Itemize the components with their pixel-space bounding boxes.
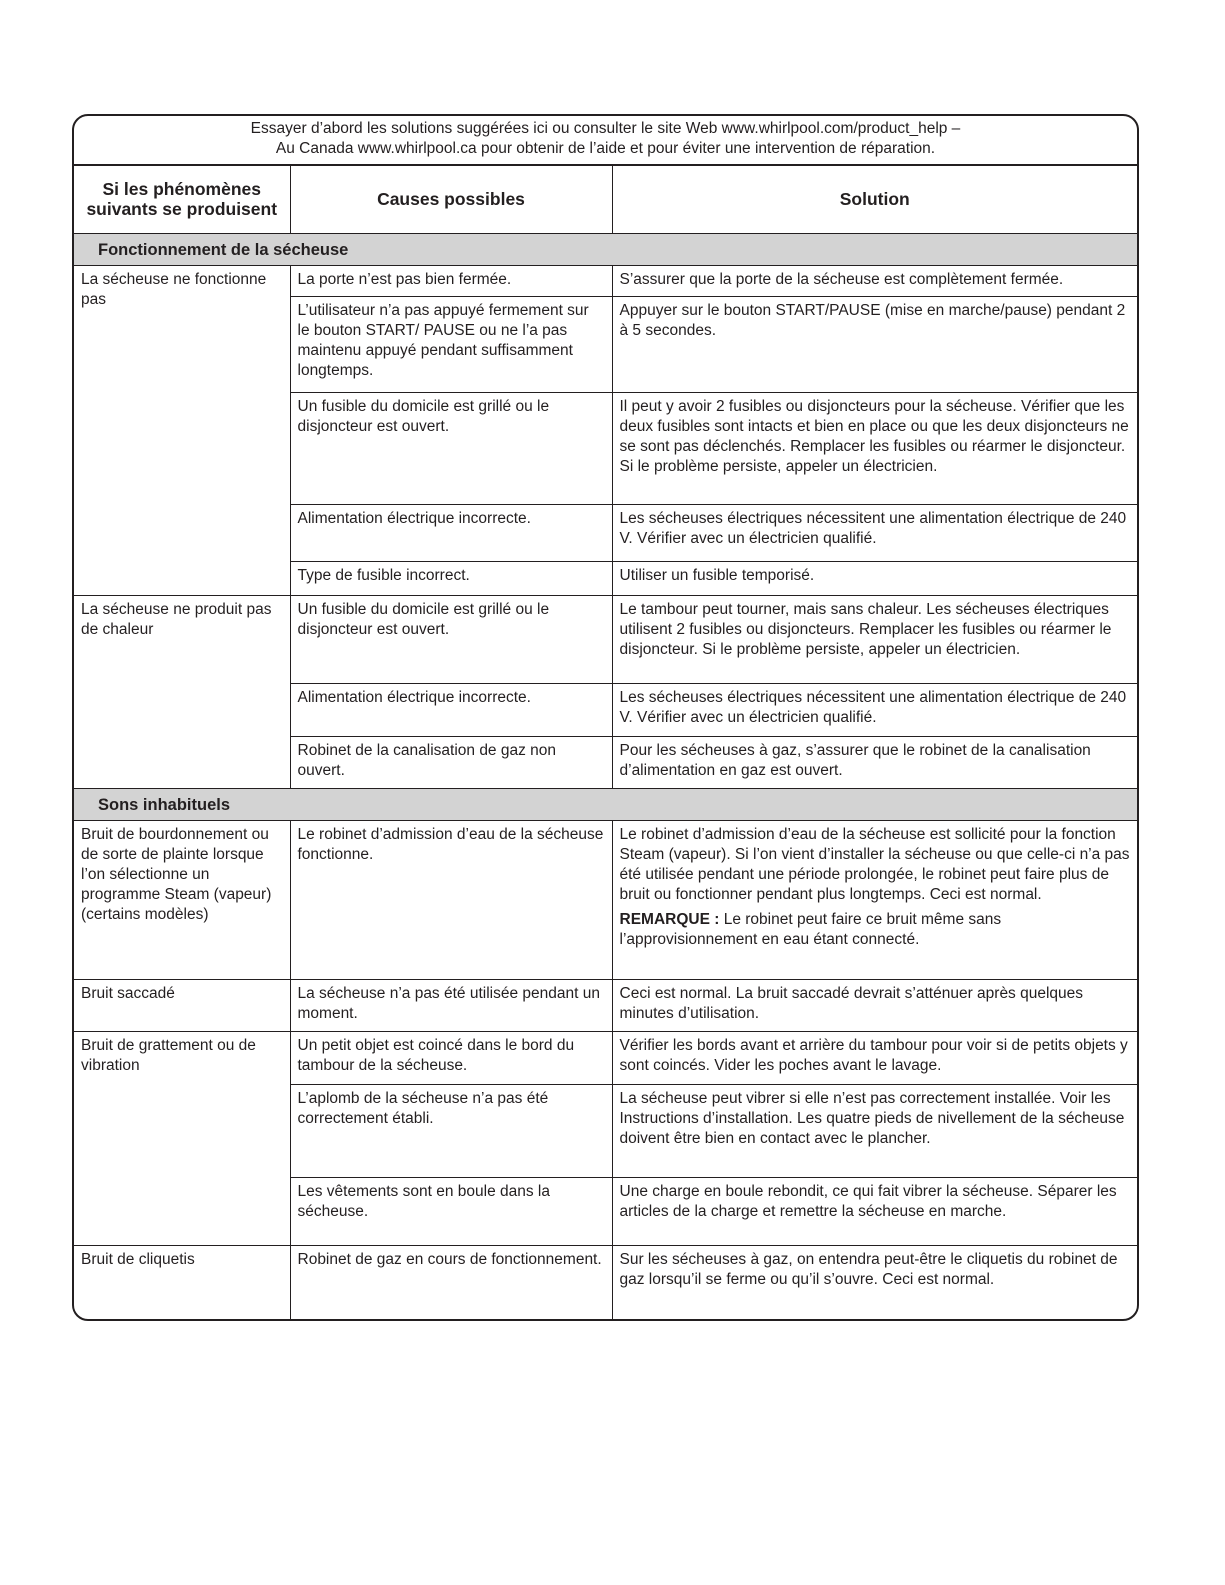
- header-problem: Si les phénomènes suivants se produisent: [74, 166, 290, 233]
- problem-cell: Bruit de cliquetis: [74, 1245, 290, 1321]
- cause-cell: L’aplomb de la sécheuse n’a pas été correctement établi.: [290, 1084, 612, 1177]
- troubleshooting-frame: [72, 114, 1139, 1321]
- solution-text: Le robinet d’admission d’eau de la sécheuse est sollicité pour la fonction Steam (vapeur). Si l’on vient d’installer la sécheuse ou que celle-ci n’a pas été utilisée pendant une période prolongée, le robinet peut faire plus de bruit ou fonctionner pendant plus longtemps. Ceci est normal.: [619, 825, 1130, 903]
- section-row: [74, 788, 1137, 820]
- table-row: [74, 595, 1137, 683]
- solution-cell: Sur les sécheuses à gaz, on entendra peut-être le cliquetis du robinet de gaz lorsqu’il se ferme ou qu’il s’ouvre. Ceci est normal.: [612, 1245, 1137, 1321]
- intro-line-1: Essayer d’abord les solutions suggérées ici ou consulter le site Web www.whirlpool.com/product_help –: [250, 120, 961, 137]
- solution-cell: Pour les sécheuses à gaz, s’assurer que le robinet de la canalisation d’alimentation en gaz est ouvert.: [612, 736, 1137, 788]
- intro-banner: [74, 116, 1137, 166]
- problem-cell: La sécheuse ne fonctionne pas: [74, 265, 290, 595]
- cause-cell: Le robinet d’admission d’eau de la sécheuse fonctionne.: [290, 820, 612, 979]
- cause-cell: La sécheuse n’a pas été utilisée pendant un moment.: [290, 979, 612, 1031]
- solution-cell: Vérifier les bords avant et arrière du tambour pour voir si de petits objets y sont coincés. Vider les poches avant le lavage.: [612, 1031, 1137, 1084]
- solution-note: [620, 910, 1131, 950]
- note-text: Le robinet peut faire ce bruit même sans l’approvisionnement en eau étant connecté.: [619, 910, 1002, 948]
- solution-cell: Il peut y avoir 2 fusibles ou disjoncteurs pour la sécheuse. Vérifier que les deux fusibles sont intacts et bien en place ou que les deux disjoncteurs ne se sont pas déclenchés. Remplacer les fusibles ou réarmer le disjoncteur. Si le problème persiste, appeler un électricien.: [612, 392, 1137, 504]
- table-row: [74, 265, 1137, 296]
- header-row: [74, 166, 1137, 233]
- cause-cell: Les vêtements sont en boule dans la sécheuse.: [290, 1177, 612, 1245]
- section-title: Sons inhabituels: [74, 788, 1137, 820]
- table-row: [74, 820, 1137, 979]
- problem-cell: Bruit saccadé: [74, 979, 290, 1031]
- cause-cell: Robinet de gaz en cours de fonctionnement.: [290, 1245, 612, 1321]
- cause-cell: Robinet de la canalisation de gaz non ouvert.: [290, 736, 612, 788]
- table-row: [74, 1031, 1137, 1084]
- solution-cell: Les sécheuses électriques nécessitent une alimentation électrique de 240 V. Vérifier avec un électricien qualifié.: [612, 683, 1137, 736]
- troubleshooting-table: [74, 166, 1137, 1321]
- cause-cell: Un petit objet est coincé dans le bord du tambour de la sécheuse.: [290, 1031, 612, 1084]
- solution-cell: Utiliser un fusible temporisé.: [612, 561, 1137, 595]
- solution-cell: Une charge en boule rebondit, ce qui fait vibrer la sécheuse. Séparer les articles de la charge et remettre la sécheuse en marche.: [612, 1177, 1137, 1245]
- solution-cell: Appuyer sur le bouton START/PAUSE (mise en marche/pause) pendant 2 à 5 secondes.: [612, 296, 1137, 392]
- cause-cell: Un fusible du domicile est grillé ou le disjoncteur est ouvert.: [290, 595, 612, 683]
- solution-cell: S’assurer que la porte de la sécheuse est complètement fermée.: [612, 265, 1137, 296]
- note-label: REMARQUE :: [619, 910, 720, 928]
- header-solution: Solution: [612, 166, 1137, 233]
- table-row: [74, 1245, 1137, 1321]
- cause-cell: L’utilisateur n’a pas appuyé fermement sur le bouton START/ PAUSE ou ne l’a pas maintenu appuyé pendant suffisamment longtemps.: [290, 296, 612, 392]
- solution-cell: Le tambour peut tourner, mais sans chaleur. Les sécheuses électriques utilisent 2 fusibles ou disjoncteurs. Remplacer les fusibles ou réarmer le disjoncteur. Si le problème persiste, appeler un électricien.: [612, 595, 1137, 683]
- intro-line-2: Au Canada www.whirlpool.ca pour obtenir de l’aide et pour éviter une intervention de réparation.: [275, 140, 936, 157]
- cause-cell: Type de fusible incorrect.: [290, 561, 612, 595]
- solution-cell: Ceci est normal. La bruit saccadé devrait s’atténuer après quelques minutes d’utilisation.: [612, 979, 1137, 1031]
- cause-cell: La porte n’est pas bien fermée.: [290, 265, 612, 296]
- solution-cell: Les sécheuses électriques nécessitent une alimentation électrique de 240 V. Vérifier avec un électricien qualifié.: [612, 504, 1137, 561]
- table-row: [74, 979, 1137, 1031]
- section-title: Fonctionnement de la sécheuse: [74, 233, 1137, 265]
- solution-cell: [612, 820, 1137, 979]
- problem-cell: Bruit de bourdonnement ou de sorte de plainte lorsque l’on sélectionne un programme Steam (vapeur) (certains modèles): [74, 820, 290, 979]
- header-cause: Causes possibles: [290, 166, 612, 233]
- cause-cell: Alimentation électrique incorrecte.: [290, 683, 612, 736]
- solution-cell: La sécheuse peut vibrer si elle n’est pas correctement installée. Voir les Instructions d’installation. Les quatre pieds de nivellement de la sécheuse doivent être bien en contact avec le plancher.: [612, 1084, 1137, 1177]
- problem-cell: Bruit de grattement ou de vibration: [74, 1031, 290, 1245]
- problem-cell: La sécheuse ne produit pas de chaleur: [74, 595, 290, 788]
- cause-cell: Un fusible du domicile est grillé ou le disjoncteur est ouvert.: [290, 392, 612, 504]
- cause-cell: Alimentation électrique incorrecte.: [290, 504, 612, 561]
- section-row: [74, 233, 1137, 265]
